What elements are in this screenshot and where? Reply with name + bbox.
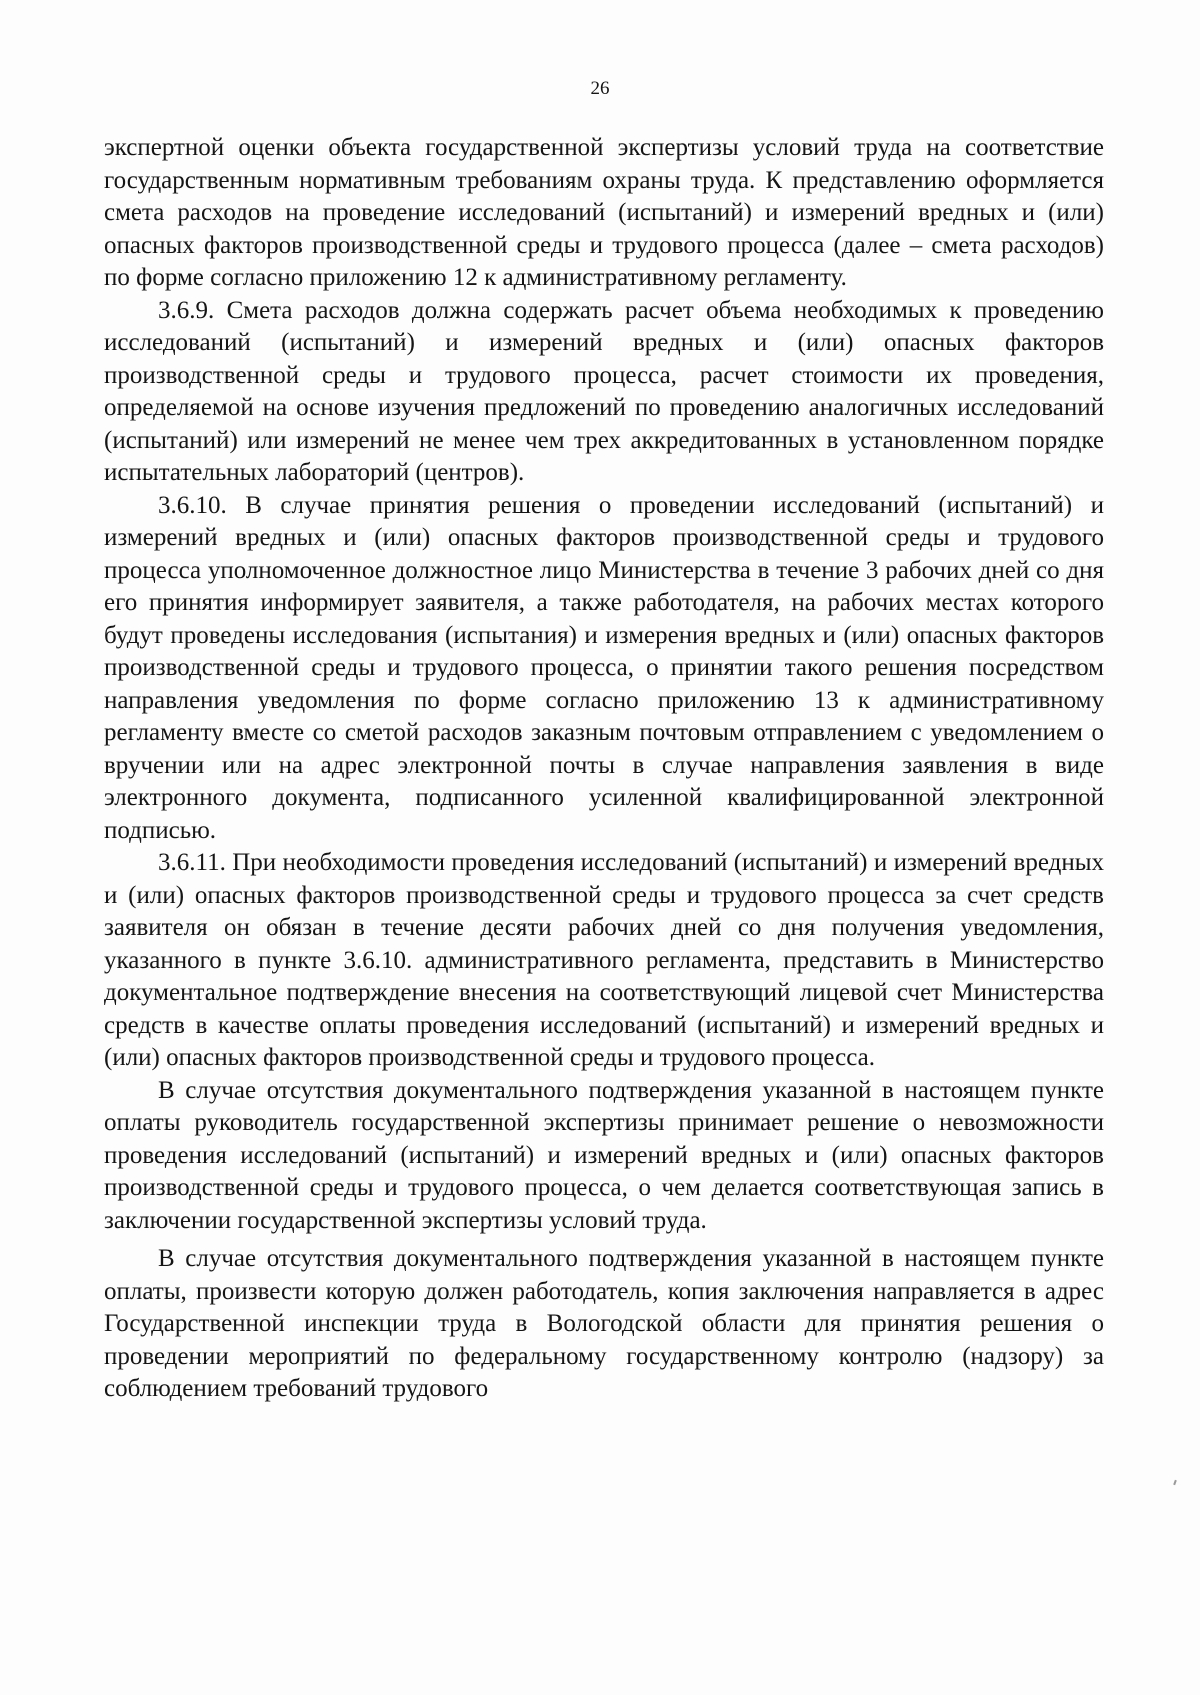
page-number: 26 (590, 78, 610, 99)
paragraph-3-6-9: 3.6.9. Смета расходов должна содержать расчет объема необходимых к проведению исследований (испытаний) и измерений вредных и (или) опасных факторов производственной среды и трудового процесса, расчет стоимости их проведения, определяемой на основе изучения предложений по проведению аналогичных исследований (испытаний) или измерений не менее чем трех аккредитованных в установленном порядке испытательных лабораторий (центров). (104, 296, 1104, 486)
paragraph-no-payment-confirmation: В случае отсутствия документального подтверждения указанной в настоящем пункте оплаты руководитель государственной экспертизы принимает решение о невозможности проведения исследований (испытаний) и измерений вредных и (или) опасных факторов производственной среды и трудового процесса, о чем делается соответствующая запись в заключении государственной экспертизы условий труда. (104, 1076, 1104, 1234)
paragraph-3-6-11: 3.6.11. При необходимости проведения исследований (испытаний) и измерений вредных и (или) опасных факторов производственной среды и трудового процесса за счет средств заявителя он обязан в течение десяти рабочих дней со дня получения уведомления, указанного в пункте 3.6.10. административного регламента, представить в Министерство документальное подтверждение внесения на соответствующий лицевой счет Министерства средств в качестве оплаты проведения исследований (испытаний) и измерений вредных и (или) опасных факторов производственной среды и трудового процесса. (104, 849, 1104, 1071)
scan-speck (1173, 1480, 1177, 1485)
document-body (104, 132, 1104, 1406)
paragraph-employer-payment: В случае отсутствия документального подтверждения указанной в настоящем пункте оплаты, произвести которую должен работодатель, копия заключения направляется в адрес Государственной инспекции труда в Вологодской области для принятия решения о проведении мероприятий по федеральному государственному контролю (надзору) за соблюдением требований трудового (104, 1245, 1104, 1402)
paragraph-continuation: экспертной оценки объекта государственной экспертизы условий труда на соответствие государственным нормативным требованиям охраны труда. К представлению оформляется смета расходов на проведение исследований (испытаний) и измерений вредных и (или) опасных факторов производственной среды и трудового процесса (далее – смета расходов) по форме согласно приложению 12 к административному регламенту. (104, 134, 1104, 291)
paragraph-3-6-10: 3.6.10. В случае принятия решения о проведении исследований (испытаний) и измерений вредных и (или) опасных факторов производственной среды и трудового процесса уполномоченное должностное лицо Министерства в течение 3 рабочих дней со дня его принятия информирует заявителя, а также работодателя, на рабочих местах которого будут проведены исследования (испытания) и измерения вредных и (или) опасных факторов производственной среды и трудового процесса, о принятии такого решения посредством направления уведомления по форме согласно приложению 13 к административному регламенту вместе со сметой расходов заказным почтовым отправлением с уведомлением о вручении или на адрес электронной почты в случае направления заявления в виде электронного документа, подписанного усиленной квалифицированной электронной подписью. (104, 491, 1104, 844)
